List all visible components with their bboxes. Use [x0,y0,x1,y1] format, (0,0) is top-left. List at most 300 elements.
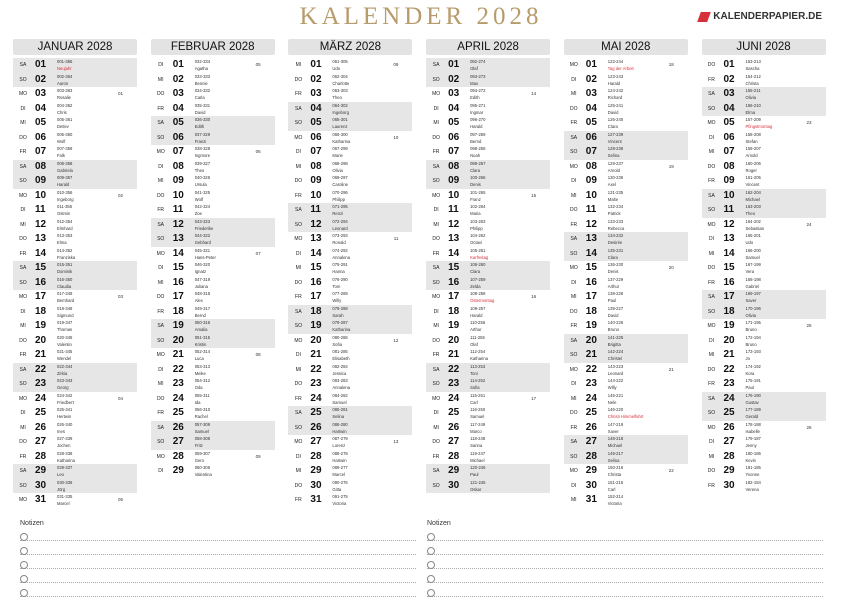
day-number: 10 [35,189,47,201]
weekday-label: SA [708,91,715,97]
checkbox-icon[interactable] [20,547,28,555]
day-number: 31 [310,494,322,505]
day-row[interactable] [426,131,550,146]
day-number: 29 [310,465,322,476]
weekday-label: MO [18,497,28,503]
day-row[interactable] [564,421,688,436]
day-row[interactable] [702,276,826,291]
weekday-label: DO [294,279,303,286]
day-number: 11 [723,204,735,215]
day-row[interactable] [288,58,412,73]
day-row[interactable] [151,305,275,320]
day-number: 28 [35,450,47,462]
day-row[interactable] [151,73,275,88]
day-row[interactable] [426,189,550,204]
day-row[interactable] [702,406,826,421]
name-day: Lorenz [332,443,346,448]
day-of-year: 007-359 [57,146,73,151]
checkbox-icon[interactable] [427,561,435,569]
day-of-year: 056-310 [194,407,211,412]
weekday-label: MI [571,395,577,402]
day-row[interactable] [702,247,826,262]
day-row[interactable] [426,73,550,88]
day-row[interactable] [702,58,826,73]
day-row[interactable] [426,102,550,117]
note-line[interactable] [427,527,823,541]
day-row[interactable] [564,276,688,291]
day-row[interactable] [426,392,550,407]
day-row[interactable] [151,319,275,334]
day-row[interactable] [426,276,550,291]
weekday-label: DI [709,236,714,242]
note-line[interactable] [20,569,416,583]
note-line[interactable] [20,583,416,597]
day-of-year: 158-208 [745,131,761,137]
name-day: Hans-Peter [194,254,216,260]
day-row[interactable] [426,406,550,421]
day-row[interactable] [13,145,137,160]
day-number: 21 [585,349,597,360]
day-row[interactable] [288,450,412,465]
day-row[interactable] [702,116,826,131]
day-row[interactable] [564,450,688,465]
day-row[interactable] [564,116,688,131]
day-row[interactable] [564,102,688,117]
day-row[interactable] [564,348,688,363]
day-row[interactable] [426,290,550,305]
day-row[interactable] [151,377,275,392]
day-row[interactable] [288,247,412,262]
name-day: Xaver [607,428,619,434]
day-row[interactable] [13,334,137,349]
day-row[interactable] [288,131,412,146]
day-row[interactable] [288,87,412,102]
day-row[interactable] [13,450,137,465]
day-row[interactable] [702,261,826,276]
day-row[interactable] [564,58,688,73]
day-row[interactable] [564,247,688,262]
day-row[interactable] [13,174,137,189]
weekday-label: MO [432,91,441,97]
day-row[interactable] [13,203,137,218]
day-of-year: 154-212 [745,73,761,79]
day-row[interactable] [564,435,688,450]
weekday-label: DO [294,482,303,489]
day-row[interactable] [13,102,137,117]
day-row[interactable] [702,348,826,363]
day-row[interactable] [288,421,412,436]
day-row[interactable] [564,305,688,320]
day-row[interactable] [702,305,826,320]
day-row[interactable] [702,334,826,349]
weekday-label: SO [19,178,27,184]
day-of-year: 068-298 [332,160,348,166]
name-day: Carla [194,95,205,100]
day-row[interactable] [564,479,688,494]
day-of-year: 173-193 [745,349,761,354]
day-row[interactable] [702,363,826,378]
day-number: 25 [448,407,460,418]
day-row[interactable] [13,116,137,131]
day-row[interactable] [151,464,275,479]
day-number: 09 [585,175,597,186]
note-line[interactable] [20,527,416,541]
name-day: Pfingstmontag [745,124,773,129]
day-row[interactable] [151,363,275,378]
day-number: 08 [585,160,597,172]
day-row[interactable] [13,276,137,291]
week-number: 09 [393,62,399,67]
day-row[interactable] [151,261,275,276]
day-number: 08 [448,160,460,172]
note-line[interactable] [427,569,823,583]
day-row[interactable] [702,131,826,146]
day-row[interactable] [702,203,826,218]
day-row[interactable] [564,363,688,378]
day-row[interactable] [564,232,688,247]
day-row[interactable] [564,261,688,276]
day-number: 01 [723,59,735,70]
day-row[interactable] [564,493,688,508]
day-row[interactable] [288,160,412,175]
day-row[interactable] [13,160,137,175]
day-row[interactable] [13,319,137,334]
day-number: 13 [448,233,460,244]
day-row[interactable] [13,218,137,233]
day-row[interactable] [564,145,688,160]
day-of-year: 131-235 [607,189,624,195]
day-row[interactable] [702,87,826,102]
day-row[interactable] [564,319,688,334]
name-day: Jörg [57,486,66,492]
day-row[interactable] [288,392,412,407]
day-number: 15 [310,262,322,273]
day-row[interactable] [702,377,826,392]
day-row[interactable] [426,334,550,349]
day-row[interactable] [426,116,550,131]
day-row[interactable] [288,319,412,334]
day-of-year: 169-197 [745,291,761,296]
day-row[interactable] [151,131,275,146]
day-row[interactable] [13,406,137,421]
day-row[interactable] [151,203,275,218]
name-day: Gitta [332,486,342,492]
name-day: Gebhard [194,240,211,245]
weekday-label: DI [158,265,164,271]
day-of-year: 141-225 [607,334,624,340]
day-row[interactable] [151,232,275,247]
day-row[interactable] [702,145,826,160]
day-row[interactable] [288,435,412,450]
day-of-year: 051-315 [194,334,211,340]
day-row[interactable] [151,58,275,73]
week-number: 21 [668,366,674,372]
weekday-label: FR [708,279,715,286]
day-row[interactable] [288,174,412,189]
day-of-year: 047-319 [194,276,211,282]
day-row[interactable] [13,131,137,146]
day-number: 15 [172,262,184,273]
day-row[interactable] [288,334,412,349]
day-row[interactable] [13,421,137,436]
day-number: 12 [35,218,47,230]
day-row[interactable] [151,392,275,407]
day-row[interactable] [151,421,275,436]
day-number: 06 [35,131,47,143]
checkbox-icon[interactable] [427,547,435,555]
day-row[interactable] [151,87,275,102]
day-row[interactable] [288,464,412,479]
day-row[interactable] [426,319,550,334]
name-day: Desirée [607,240,623,245]
day-of-year: 071-295 [332,204,348,209]
day-row[interactable] [702,73,826,88]
name-day: Ingmore [194,153,211,158]
day-row[interactable] [288,232,412,247]
day-row[interactable] [426,435,550,450]
day-row[interactable] [13,247,137,262]
day-row[interactable] [564,290,688,305]
day-of-year: 122-244 [607,59,624,64]
weekday-label: SA [432,468,440,474]
day-of-year: 024-342 [57,392,73,398]
day-number: 31 [585,494,597,505]
day-row[interactable] [702,160,826,175]
day-row[interactable] [151,116,275,131]
name-day: Gabriela [57,167,73,173]
day-row[interactable] [288,189,412,204]
name-day: Arnold [745,153,758,158]
day-row[interactable] [564,189,688,204]
day-row[interactable] [426,479,550,494]
checkbox-icon[interactable] [20,561,28,569]
day-row[interactable] [426,377,550,392]
day-row[interactable] [288,276,412,291]
day-row[interactable] [426,261,550,276]
weekday-label: DO [707,468,716,474]
day-of-year: 105-261 [470,247,486,253]
day-row[interactable] [151,160,275,175]
name-day: Clara [470,167,481,173]
day-row[interactable] [151,276,275,291]
day-row[interactable] [151,406,275,421]
day-number: 02 [585,73,597,85]
day-row[interactable] [151,435,275,450]
note-line[interactable] [20,555,416,569]
day-row[interactable] [702,290,826,305]
day-row[interactable] [151,145,275,160]
day-number: 05 [448,117,460,128]
day-row[interactable] [288,102,412,117]
day-number: 20 [172,334,184,346]
day-row[interactable] [288,203,412,218]
day-row[interactable] [13,464,137,479]
day-row[interactable] [426,145,550,160]
day-of-year: 171-195 [745,320,761,325]
day-row[interactable] [426,464,550,479]
day-row[interactable] [151,247,275,262]
weekday-label: FR [708,178,715,184]
day-row[interactable] [702,174,826,189]
day-of-year: 136-230 [607,262,624,267]
day-row[interactable] [426,160,550,175]
day-row[interactable] [151,334,275,349]
day-row[interactable] [564,406,688,421]
day-row[interactable] [426,305,550,320]
day-row[interactable] [288,145,412,160]
name-day: Harald [470,124,483,129]
note-line[interactable] [20,541,416,555]
day-row[interactable] [13,232,137,247]
day-row[interactable] [702,189,826,204]
day-row[interactable] [702,464,826,479]
day-row[interactable] [13,189,137,204]
name-day: Caroline [332,182,348,187]
day-row[interactable] [564,131,688,146]
day-row[interactable] [702,102,826,117]
day-row[interactable] [564,334,688,349]
week-number: 15 [531,192,537,198]
day-row[interactable] [13,305,137,320]
day-row[interactable] [13,392,137,407]
day-row[interactable] [426,174,550,189]
name-day: Willy [332,298,342,303]
day-of-year: 010-356 [57,189,73,195]
name-day: Ines [57,428,65,434]
day-row[interactable] [564,87,688,102]
day-row[interactable] [13,479,137,494]
day-row[interactable] [288,348,412,363]
day-number: 04 [172,102,184,114]
day-row[interactable] [288,363,412,378]
day-row[interactable] [564,73,688,88]
day-row[interactable] [564,174,688,189]
day-of-year: 102-264 [470,204,486,209]
day-row[interactable] [702,479,826,494]
day-row[interactable] [564,464,688,479]
day-number: 03 [35,88,47,99]
weekday-label: DI [571,76,577,83]
day-row[interactable] [288,73,412,88]
day-row[interactable] [426,450,550,465]
note-line[interactable] [427,555,823,569]
day-row[interactable] [564,377,688,392]
weekday-label: FR [295,497,302,503]
checkbox-icon[interactable] [427,533,435,541]
weekday-label: SA [295,207,302,213]
day-number: 05 [172,117,184,128]
checkbox-icon[interactable] [20,533,28,541]
checkbox-icon[interactable] [427,575,435,583]
day-row[interactable] [288,493,412,508]
day-row[interactable] [702,232,826,247]
day-of-year: 039-327 [194,160,211,166]
day-row[interactable] [151,102,275,117]
day-row[interactable] [564,392,688,407]
checkbox-icon[interactable] [20,575,28,583]
note-line[interactable] [427,583,823,597]
brand-logo[interactable] [699,11,822,22]
day-row[interactable] [288,305,412,320]
day-row[interactable] [702,392,826,407]
day-row[interactable] [702,450,826,465]
day-of-year: 041-325 [194,189,211,195]
week-number: 04 [117,395,123,401]
day-row[interactable] [702,421,826,436]
day-number: 06 [172,131,184,143]
day-of-year: 096-270 [470,117,486,122]
day-number: 08 [35,160,47,172]
day-row[interactable] [13,290,137,305]
day-row[interactable] [426,363,550,378]
weekday-label: MO [294,439,303,445]
day-row[interactable] [288,290,412,305]
day-row[interactable] [13,261,137,276]
weekday-label: DO [19,134,27,141]
day-row[interactable] [288,479,412,494]
day-row[interactable] [13,348,137,363]
day-row[interactable] [13,87,137,102]
day-row[interactable] [426,218,550,233]
name-day: Willy [607,385,617,390]
day-row[interactable] [13,377,137,392]
name-day: Kevin [745,457,756,463]
day-row[interactable] [564,218,688,233]
weekday-label: DO [19,439,27,445]
name-day: Arthur [470,327,482,332]
day-row[interactable] [13,58,137,73]
weekday-label: DI [433,207,439,213]
day-row[interactable] [288,116,412,131]
day-row[interactable] [13,73,137,88]
day-row[interactable] [426,232,550,247]
name-day: Wolf [194,196,203,202]
day-row[interactable] [426,421,550,436]
weekday-label: MO [432,192,441,199]
day-row[interactable] [564,160,688,175]
day-row[interactable] [13,493,137,508]
day-row[interactable] [426,203,550,218]
day-row[interactable] [288,261,412,276]
day-row[interactable] [564,203,688,218]
day-of-year: 001-365 [57,59,73,64]
day-row[interactable] [13,435,137,450]
day-row[interactable] [702,435,826,450]
day-row[interactable] [288,406,412,421]
day-row[interactable] [288,377,412,392]
day-row[interactable] [702,218,826,233]
day-row[interactable] [426,247,550,262]
day-row[interactable] [426,58,550,73]
day-row[interactable] [13,363,137,378]
day-row[interactable] [288,218,412,233]
day-row[interactable] [151,290,275,305]
note-line[interactable] [427,541,823,555]
weekday-label: SA [570,337,578,344]
day-row[interactable] [426,87,550,102]
name-day: Hartwin [332,457,347,463]
day-row[interactable] [151,189,275,204]
day-row[interactable] [151,450,275,465]
day-row[interactable] [426,348,550,363]
day-row[interactable] [151,218,275,233]
weekday-label: MI [433,323,439,329]
name-day: Roger [745,167,757,173]
day-row[interactable] [702,319,826,334]
month-column [426,39,550,493]
day-row[interactable] [151,348,275,363]
day-row[interactable] [151,174,275,189]
